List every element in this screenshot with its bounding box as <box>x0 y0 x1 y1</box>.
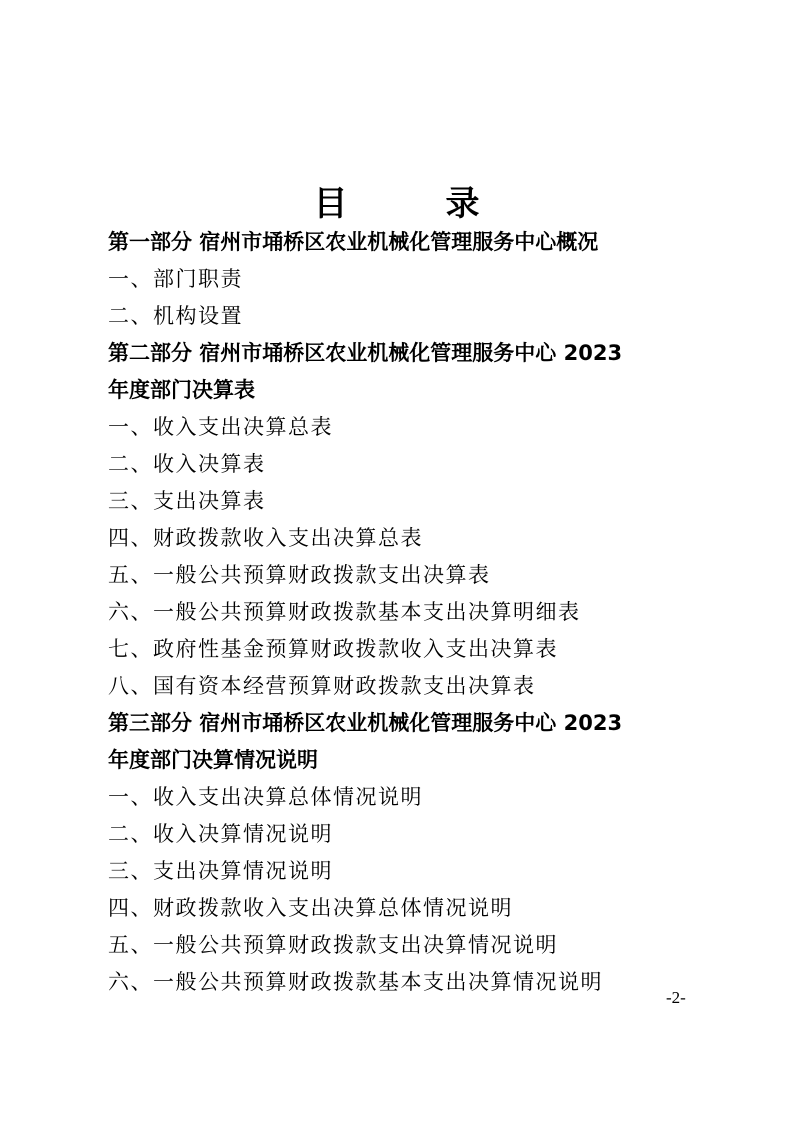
toc-item: 六、一般公共预算财政拨款基本支出决算明细表 <box>108 600 581 624</box>
toc-part-heading: 第一部分 宿州市埇桥区农业机械化管理服务中心概况 <box>108 230 599 254</box>
toc-item: 三、支出决算表 <box>108 489 266 513</box>
toc-part-heading-continued: 年度部门决算情况说明 <box>108 748 318 772</box>
toc-item: 七、政府性基金预算财政拨款收入支出决算表 <box>108 637 558 661</box>
toc-item: 八、国有资本经营预算财政拨款支出决算表 <box>108 674 536 698</box>
table-of-contents <box>108 224 708 1001</box>
toc-item: 二、收入决算表 <box>108 452 266 476</box>
toc-part-heading: 第三部分 宿州市埇桥区农业机械化管理服务中心 2023 <box>108 711 623 735</box>
toc-item: 五、一般公共预算财政拨款支出决算表 <box>108 563 491 587</box>
toc-item: 二、收入决算情况说明 <box>108 822 333 846</box>
toc-item: 一、收入支出决算总体情况说明 <box>108 785 423 809</box>
toc-item: 六、一般公共预算财政拨款基本支出决算情况说明 <box>108 970 603 994</box>
toc-item: 四、财政拨款收入支出决算总体情况说明 <box>108 896 513 920</box>
toc-item: 一、部门职责 <box>108 267 243 291</box>
toc-item: 五、一般公共预算财政拨款支出决算情况说明 <box>108 933 558 957</box>
toc-part-heading: 第二部分 宿州市埇桥区农业机械化管理服务中心 2023 <box>108 341 623 365</box>
page-number: -2- <box>666 988 686 1007</box>
page-title: 目 录 <box>313 184 512 224</box>
toc-item: 四、财政拨款收入支出决算总表 <box>108 526 423 550</box>
toc-item: 三、支出决算情况说明 <box>108 859 333 883</box>
toc-part-heading-continued: 年度部门决算表 <box>108 378 255 402</box>
toc-item: 一、收入支出决算总表 <box>108 415 333 439</box>
toc-item: 二、机构设置 <box>108 304 243 328</box>
